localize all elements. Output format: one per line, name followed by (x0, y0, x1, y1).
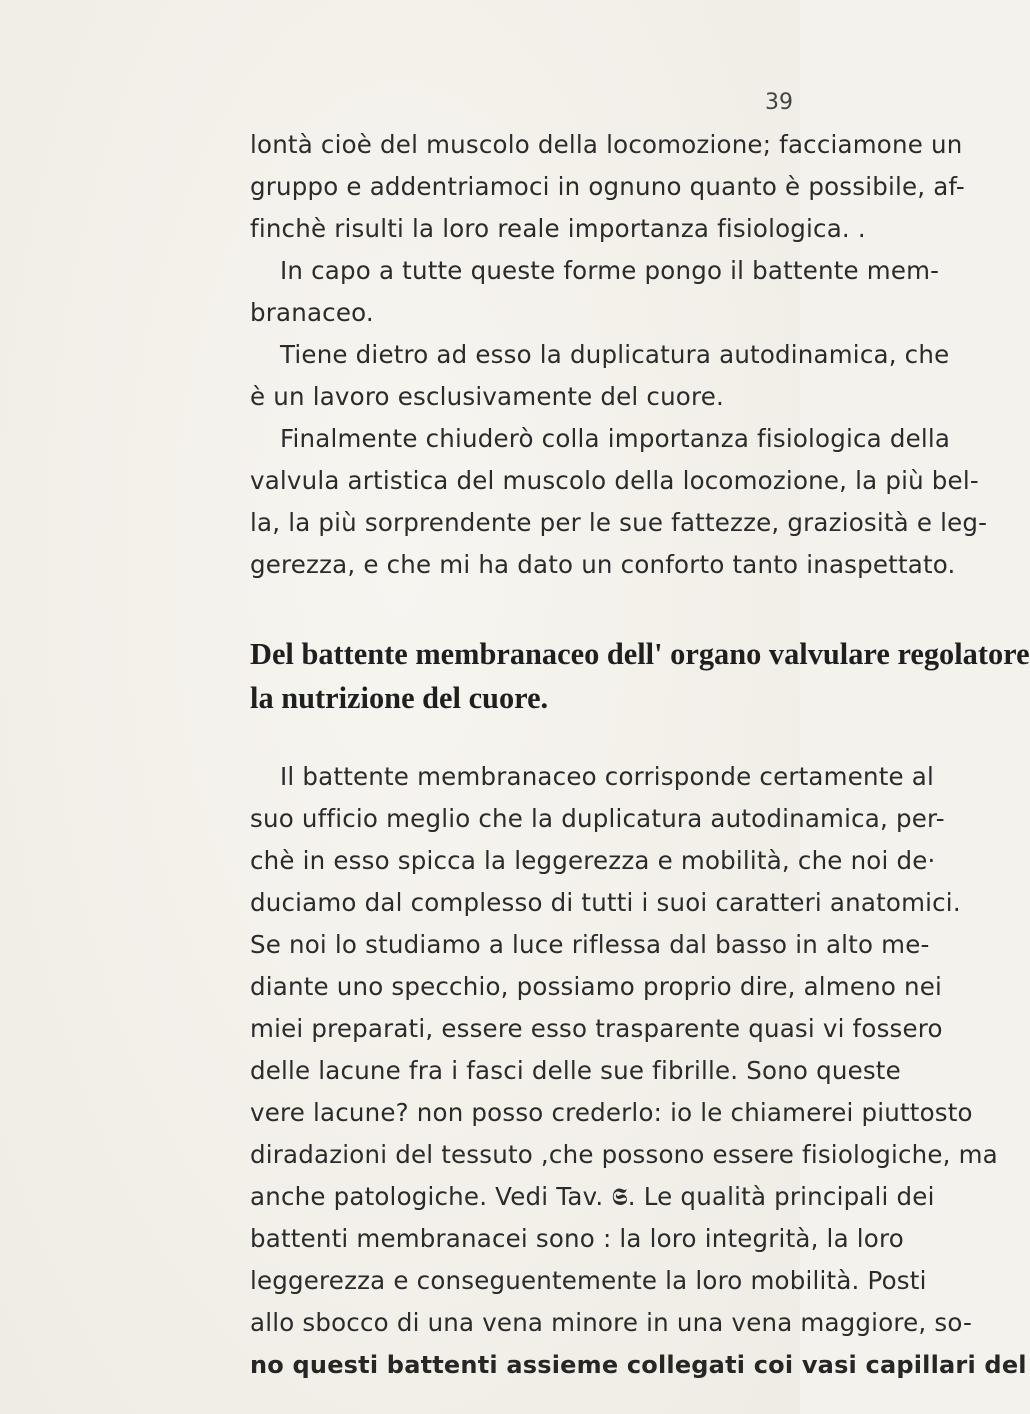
text-line: la, la più sorprendente per le sue fattezze, graziosità e leg- (250, 508, 988, 537)
text-line: battenti membranacei sono : la loro integrità, la loro (250, 1224, 904, 1253)
text-line: diante uno specchio, possiamo proprio dire, almeno nei (250, 972, 943, 1001)
text-line: allo sbocco di una vena minore in una vena maggiore, so- (250, 1308, 973, 1337)
text-line: Se noi lo studiamo a luce riflessa dal basso in alto me- (250, 930, 930, 959)
page-number: 39 (765, 90, 793, 115)
text-line: è un lavoro esclusivamente del cuore. (250, 382, 724, 411)
text-line: anche patologiche. Vedi Tav. 𝕾. Le qualità principali dei (250, 1182, 935, 1211)
text-line: miei preparati, essere esso trasparente quasi vi fossero (250, 1014, 943, 1043)
text-line: lontà cioè del muscolo della locomozione; facciamone un (250, 130, 963, 159)
text-line: Il battente membranaceo corrisponde certamente al (280, 762, 934, 791)
text-line: In capo a tutte queste forme pongo il battente mem- (280, 256, 940, 285)
text-line: chè in esso spicca la leggerezza e mobilità, che noi de· (250, 846, 936, 875)
text-line: Finalmente chiuderò colla importanza fisiologica della (280, 424, 951, 453)
text-line: Tiene dietro ad esso la duplicatura autodinamica, che (280, 340, 950, 369)
text-line: delle lacune fra i fasci delle sue fibrille. Sono queste (250, 1056, 901, 1085)
text-line: no questi battenti assieme collegati coi vasi capillari del (250, 1351, 1027, 1379)
text-line: suo ufficio meglio che la duplicatura autodinamica, per- (250, 804, 945, 833)
text-line: finchè risulti la loro reale importanza fisiologica. . (250, 214, 866, 243)
text-line: gerezza, e che mi ha dato un conforto tanto inaspettato. (250, 550, 956, 579)
text-line: gruppo e addentriamoci in ognuno quanto è possibile, af- (250, 172, 965, 201)
section-heading: la nutrizione del cuore. (250, 680, 549, 715)
text-line: vere lacune? non posso crederlo: io le chiamerei piuttosto (250, 1098, 973, 1127)
text-line: diradazioni del tessuto ,che possono essere fisiologiche, ma (250, 1140, 998, 1169)
text-line: leggerezza e conseguentemente la loro mobilità. Posti (250, 1266, 927, 1295)
text-line: valvula artistica del muscolo della locomozione, la più bel- (250, 466, 979, 495)
text-line: duciamo dal complesso di tutti i suoi caratteri anatomici. (250, 888, 961, 917)
text-line: branaceo. (250, 298, 374, 327)
section-heading: Del battente membranaceo dell' organo valvulare regolatore (250, 636, 1030, 671)
